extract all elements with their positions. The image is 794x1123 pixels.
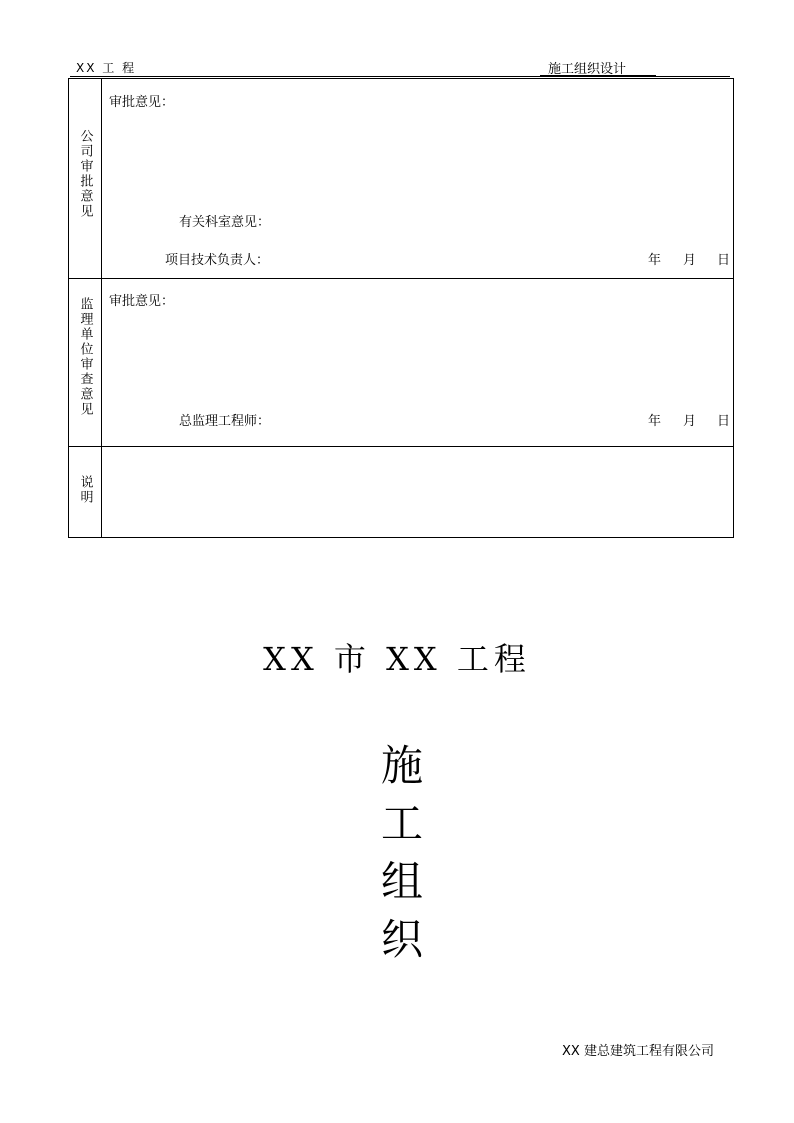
project-title: XX 市 XX 工程 (263, 640, 531, 678)
vertical-title (372, 741, 432, 977)
approval-form (68, 78, 734, 538)
header-doc-type: 施工组织设计 (548, 62, 627, 77)
company-approval-text: 审批意见： (109, 95, 175, 110)
date-month: 月 (683, 253, 697, 268)
tech-lead-text: 项目技术负责人： (165, 253, 270, 268)
date-day: 日 (717, 414, 731, 429)
date-year: 年 (648, 414, 662, 429)
date-day: 日 (717, 253, 731, 268)
date-month: 月 (683, 414, 697, 429)
header-rule (70, 76, 730, 77)
row-divider-1 (69, 278, 733, 279)
title-char: 施 (380, 741, 423, 790)
label-column-divider (101, 79, 102, 537)
company-name: XX 建总建筑工程有限公司 (562, 1044, 714, 1059)
notes-label: 说明 (77, 475, 93, 505)
header-project: XX 工 程 (76, 61, 137, 75)
row-divider-2 (69, 446, 733, 447)
supervision-approval-label: 监理单位审查意见 (77, 297, 93, 417)
dept-opinion-text: 有关科室意见： (179, 215, 271, 230)
company-approval-label: 公司审批意见 (77, 129, 93, 219)
title-char: 工 (380, 799, 423, 848)
supervision-approval-text: 审批意见： (109, 294, 175, 309)
chief-supervisor-text: 总监理工程师： (179, 414, 271, 429)
date-year: 年 (648, 253, 662, 268)
title-char: 组 (380, 857, 423, 906)
title-char: 织 (380, 915, 423, 964)
